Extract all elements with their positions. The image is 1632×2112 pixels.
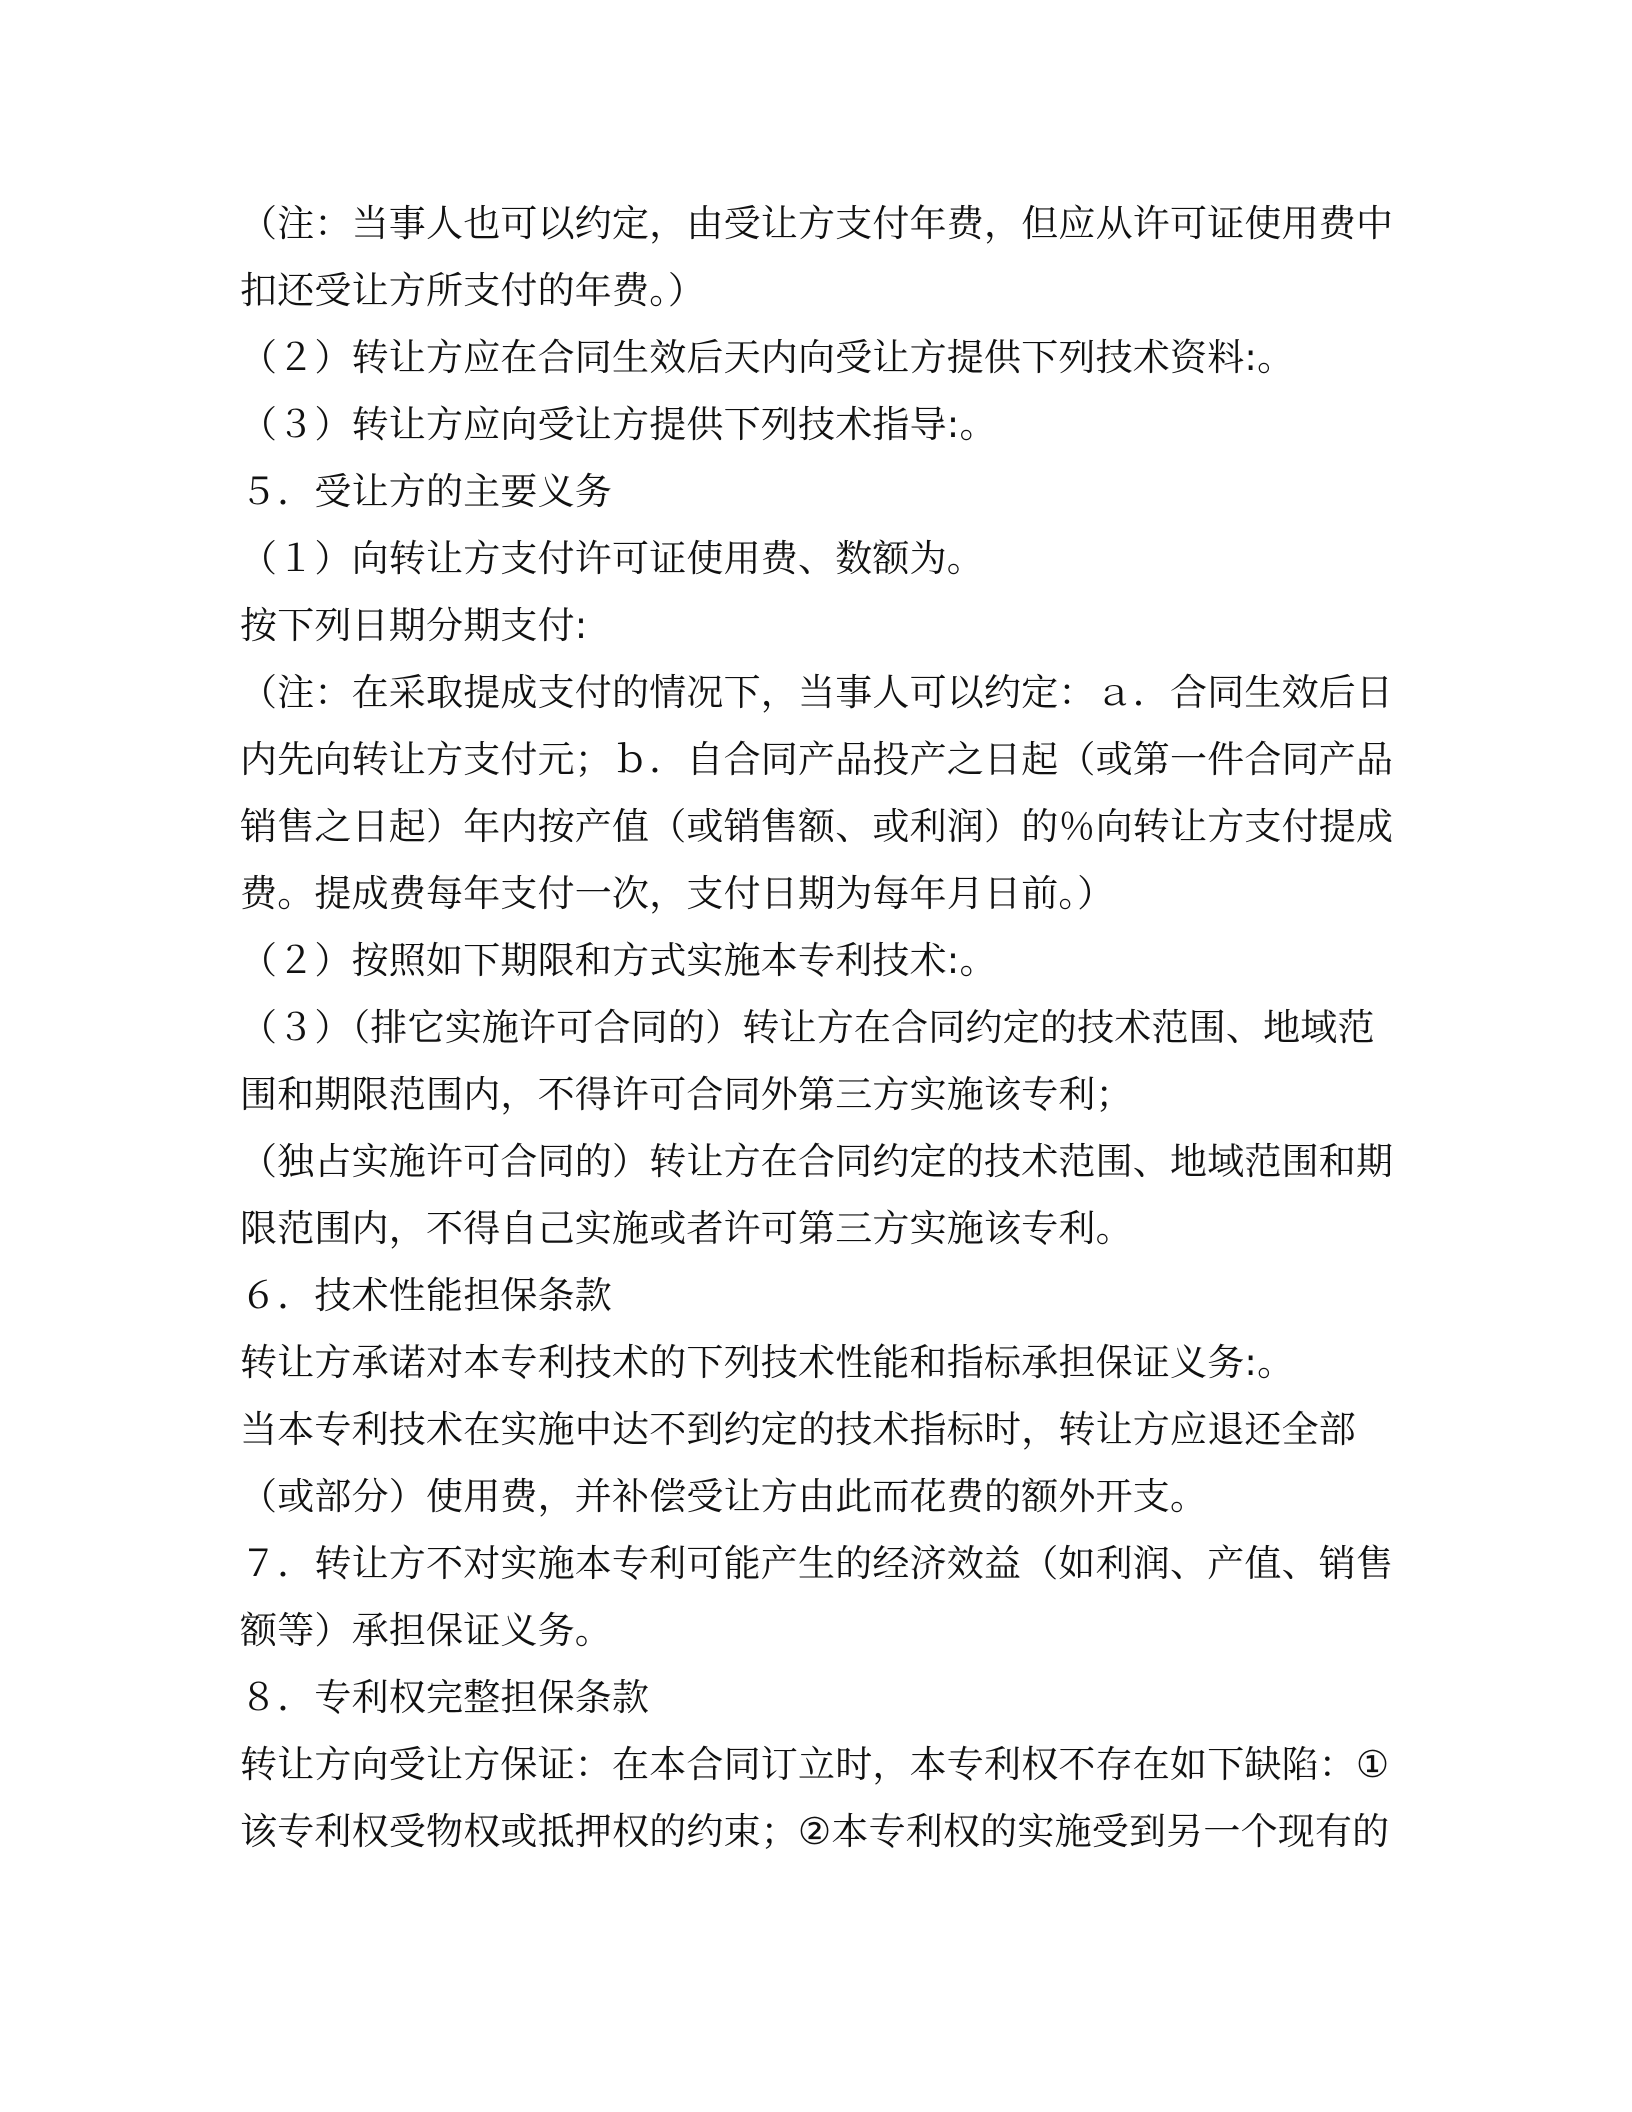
text-line: （注：当事人也可以约定，由受让方支付年费，但应从许可证使用费中: [240, 202, 1394, 245]
text-line: 按下列日期分期支付:: [240, 604, 588, 647]
text-line: 围和期限范围内，不得许可合同外第三方实施该专利；: [240, 1073, 1133, 1116]
text-line: （１）向转让方支付许可证使用费、数额为。: [240, 537, 984, 580]
section-heading: ８．专利权完整担保条款: [240, 1676, 650, 1719]
text-line: 当本专利技术在实施中达不到约定的技术指标时，转让方应退还全部: [240, 1408, 1356, 1451]
text-line: （３）转让方应向受让方提供下列技术指导:。: [240, 403, 997, 446]
text-line: 转让方向受让方保证：在本合同订立时，本专利权不存在如下缺陷：①: [240, 1743, 1390, 1786]
text-line: （３）（排它实施许可合同的）转让方在合同约定的技术范围、地域范: [240, 1006, 1375, 1049]
text-line: 扣还受让方所支付的年费。）: [240, 269, 706, 312]
text-line: 费。提成费每年支付一次，支付日期为每年月日前。）: [240, 872, 1115, 915]
text-line: （２）按照如下期限和方式实施本专利技术:。: [240, 939, 997, 982]
section-heading: ６．技术性能担保条款: [240, 1274, 612, 1317]
text-line: （独占实施许可合同的）转让方在合同约定的技术范围、地域范围和期: [240, 1140, 1394, 1183]
text-line: （２）转让方应在合同生效后天内向受让方提供下列技术资料:。: [240, 336, 1295, 379]
text-line: （注：在采取提成支付的情况下，当事人可以约定：ａ．合同生效后日: [240, 671, 1394, 714]
text-line: 内先向转让方支付元；ｂ．自合同产品投产之日起（或第一件合同产品: [240, 738, 1394, 781]
document-body: [240, 190, 1410, 1865]
text-line: 销售之日起）年内按产值（或销售额、或利润）的％向转让方支付提成: [240, 805, 1394, 848]
text-line: 额等）承担保证义务。: [240, 1609, 612, 1652]
text-line: （或部分）使用费，并补偿受让方由此而花费的额外开支。: [240, 1475, 1208, 1518]
text-line: 限范围内，不得自己实施或者许可第三方实施该专利。: [240, 1207, 1133, 1250]
text-line: 该专利权受物权或抵押权的约束；②本专利权的实施受到另一个现有的: [240, 1810, 1390, 1853]
section-heading: ５．受让方的主要义务: [240, 470, 612, 513]
text-line: 转让方承诺对本专利技术的下列技术性能和指标承担保证义务:。: [240, 1341, 1295, 1384]
text-line: ７．转让方不对实施本专利可能产生的经济效益（如利润、产值、销售: [240, 1542, 1394, 1585]
